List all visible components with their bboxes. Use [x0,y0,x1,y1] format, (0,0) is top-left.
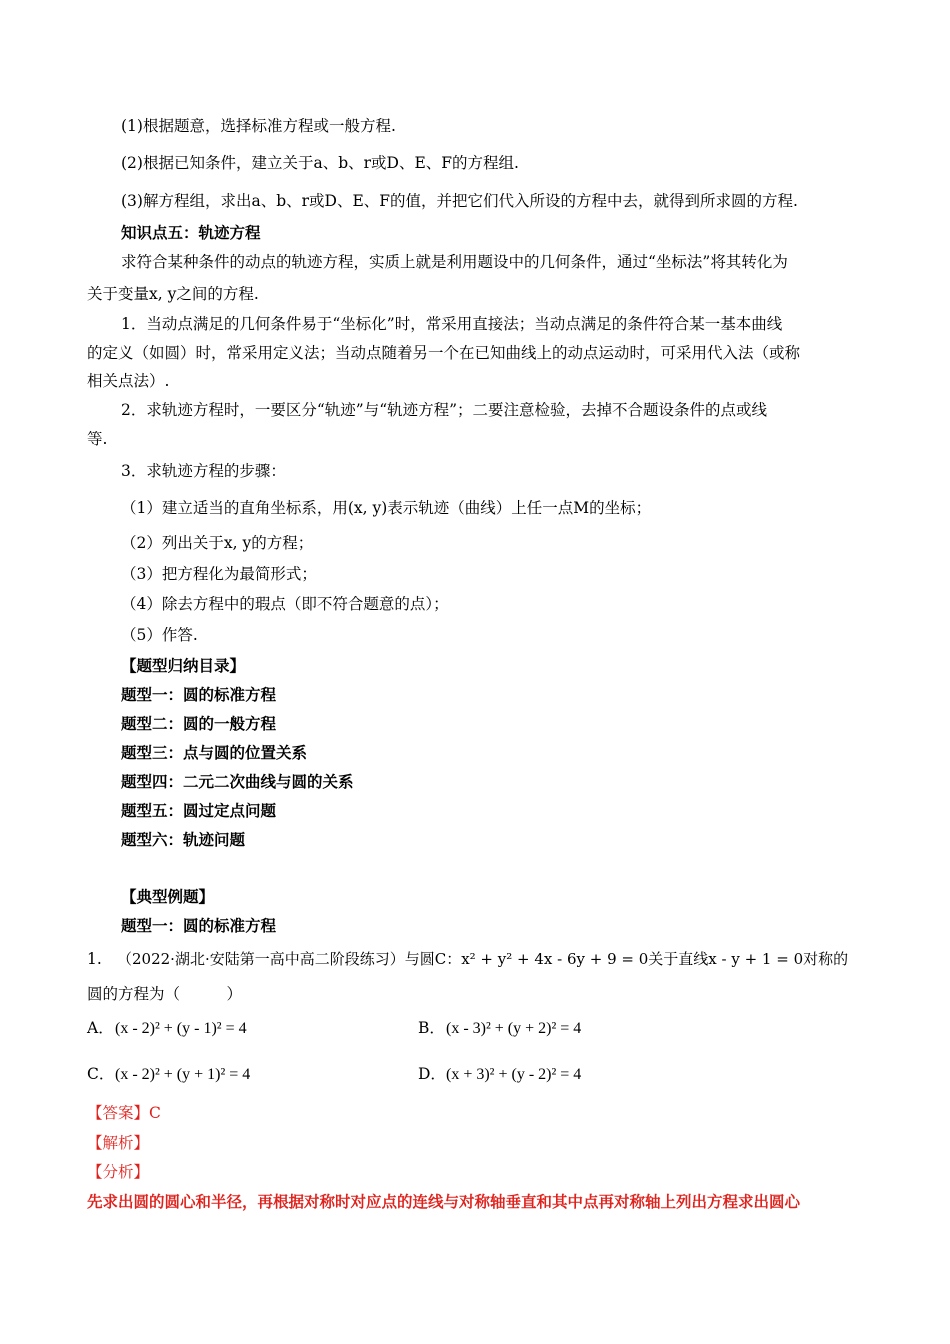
question-text-line-2: 圆的方程为（ ） [87,985,243,1003]
item-2-line-2: 等. [87,430,108,448]
item-1-line-3: 相关点法）. [87,372,170,390]
method-step-1: (1)根据题意，选择标准方程或一般方程. [121,117,396,135]
method-step-3: (3)解方程组，求出a、b、r或D、E、F的值，并把它们代入所设的方程中去，就得到所求圆的方程. [121,192,798,210]
item-1-line-2: 的定义（如圆）时，常采用定义法；当动点随着另一个在已知曲线上的动点运动时，可采用代入法（或称 [87,344,801,362]
paragraph-line-2: 关于变量x, y之间的方程. [87,285,259,303]
option-label: B． [418,1019,445,1037]
explanation: 先求出圆的圆心和半径，再根据对称时对应点的连线与对称轴垂直和其中点再对称轴上列出方程求出圆心 [87,1192,801,1211]
option-label: C． [87,1065,115,1083]
option-c[interactable] [87,1061,250,1088]
catalog-item: 题型五：圆过定点问题 [121,801,277,820]
answer: 【答案】C [87,1104,161,1122]
option-equation: (x - 2)² + (y + 1)² = 4 [115,1066,251,1083]
examples-title: 【典型例题】 [121,887,215,906]
option-equation: (x + 3)² + (y - 2)² = 4 [446,1066,582,1083]
method-step-2: (2)根据已知条件，建立关于a、b、r或D、E、F的方程组. [121,154,519,172]
option-a[interactable] [87,1015,247,1042]
step-5: （5）作答. [121,626,198,644]
catalog-item: 题型一：圆的标准方程 [121,685,277,704]
option-equation: (x - 2)² + (y - 1)² = 4 [115,1020,247,1037]
step-3: （3）把方程化为最简形式； [121,565,317,583]
catalog-item: 题型三：点与圆的位置关系 [121,743,308,762]
option-b[interactable] [418,1015,581,1042]
paragraph-line-1: 求符合某种条件的动点的轨迹方程，实质上就是利用题设中的几何条件，通过“坐标法”将其转化为 [121,253,788,271]
option-d[interactable] [418,1061,581,1088]
item-3-title: 3．求轨迹方程的步骤： [121,462,286,480]
analysis-label: 【解析】 [87,1134,150,1152]
question-number: 1. [87,950,102,968]
step-4: （4）除去方程中的瑕点（即不符合题意的点）； [121,595,449,613]
option-equation: (x - 3)² + (y + 2)² = 4 [446,1020,582,1037]
option-label: D． [418,1065,446,1083]
catalog-item: 题型六：轨迹问题 [121,830,246,849]
catalog-item: 题型四：二元二次曲线与圆的关系 [121,772,354,791]
question-text: （2022·湖北·安陆第一高中高二阶段练习）与圆C：x² + y² + 4x - 6y + 9 = 0关于直线x - y + 1 = 0对称的 [117,950,849,968]
item-2-line-1: 2．求轨迹方程时，一要区分“轨迹”与“轨迹方程”；二要注意检验，去掉不合题设条件的点或线 [121,401,768,419]
knowledge-point-5-title: 知识点五：轨迹方程 [121,223,261,242]
catalog-title: 【题型归纳目录】 [121,656,246,675]
step-1: （1）建立适当的直角坐标系，用(x, y)表示轨迹（曲线）上任一点M的坐标； [121,499,652,517]
type-1-heading: 题型一：圆的标准方程 [121,916,277,935]
item-1-line-1: 1．当动点满足的几何条件易于“坐标化”时，常采用直接法；当动点满足的条件符合某一基本曲线 [121,315,783,333]
step-2: （2）列出关于x, y的方程； [121,534,314,552]
option-label: A． [87,1019,114,1037]
catalog-item: 题型二：圆的一般方程 [121,714,277,733]
fenxi-label: 【分析】 [87,1163,150,1181]
